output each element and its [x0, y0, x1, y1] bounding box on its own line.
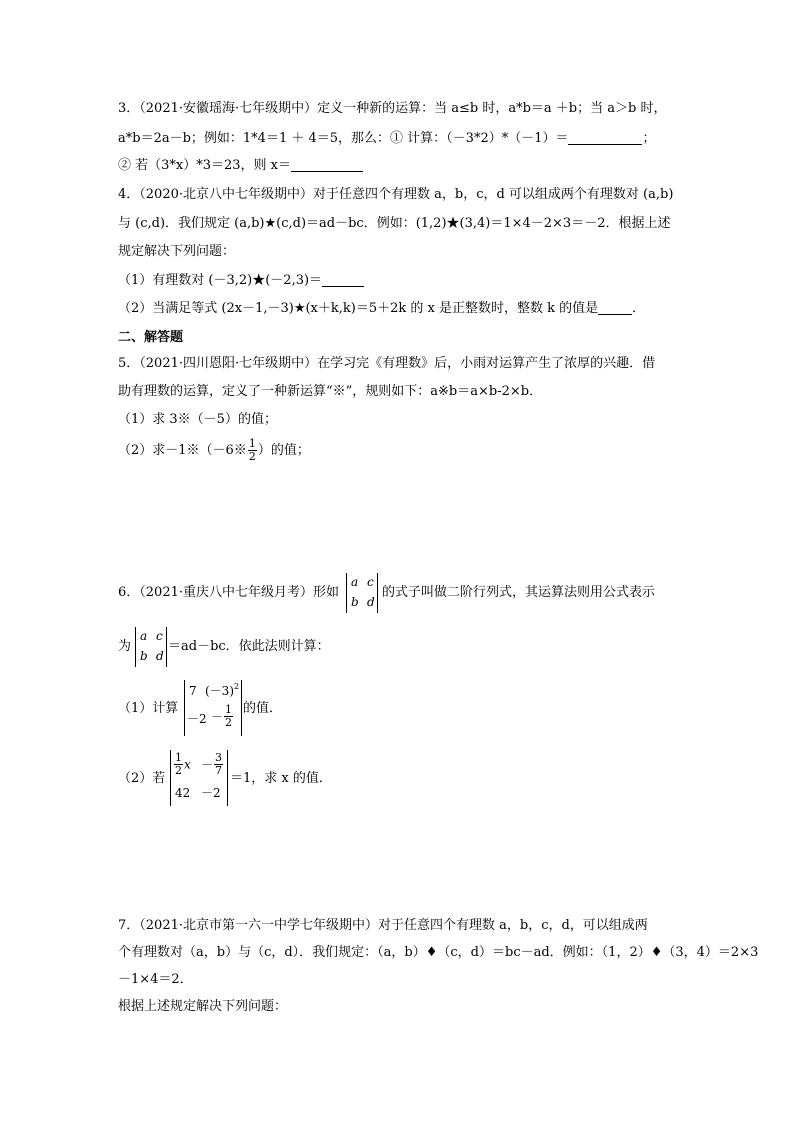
answer-blank	[322, 272, 364, 287]
det-cell-c: c	[367, 575, 374, 589]
q4-sub2-end: ．	[632, 301, 646, 316]
determinant-definition	[346, 573, 378, 613]
q6-line2a: 为	[118, 639, 132, 654]
det-cell-d: d	[156, 649, 164, 663]
m1-cell-d-sign: －	[211, 709, 224, 724]
q5-sub2	[118, 437, 310, 465]
m2-cell-d: －2	[201, 786, 221, 800]
m2-cell-b: 42	[175, 786, 191, 800]
m2-cell-c	[201, 752, 224, 777]
q5-line1: 5．（2021·四川恩阳·七年级期中）在学习完《有理数》后，小雨对运算产生了浓厚的兴趣．借	[118, 356, 656, 371]
det-cell-c: c	[156, 629, 163, 643]
det-cell-a: a	[351, 575, 359, 589]
determinant-formula	[135, 627, 167, 667]
m1-cell-c	[205, 684, 239, 698]
determinant-2	[170, 750, 228, 806]
fraction-denominator: 2	[225, 716, 233, 729]
q7-line2: 个有理数对（a，b）与（c，d）．我们规定：（a，b）♦（c，d）＝bc－ad．例如：（1，2）♦（3，4）＝2×3	[118, 945, 759, 960]
q6-line1b: 的式子叫做二阶行列式，其运算法则用公式表示	[382, 585, 656, 600]
q3-line1: 3．（2021·安徽瑶海·七年级期中）定义一种新的运算：当 a≤b 时，a*b＝a ＋b；当 a＞b 时，	[118, 101, 667, 116]
m2-cell-a	[173, 752, 191, 777]
det-cell-a: a	[140, 629, 148, 643]
m1-cell-d	[211, 704, 234, 729]
answer-blank	[568, 130, 642, 145]
q4-line3: 规定解决下列问题：	[118, 244, 236, 259]
q4-line2: 与 (c,d)．我们规定 (a,b)★(c,d)＝ad－bc．例如：(1,2)★(3,4)＝1×4－2×3＝－2．根据上述	[118, 216, 671, 231]
q6-sub2a: （2）若	[118, 771, 166, 786]
fraction	[214, 752, 223, 777]
q5-sub2-end: ）的值；	[257, 443, 310, 458]
determinant-1	[184, 680, 242, 736]
q7-line4: 根据上述规定解决下列问题：	[118, 999, 288, 1014]
q4-sub2	[118, 300, 645, 318]
answer-blank	[291, 157, 363, 172]
q5-sub2-text: （2）求－1※（－6※	[118, 443, 247, 458]
q5-sub1: （1）求 3※（－5）的值；	[118, 412, 277, 427]
q6-sub2b: ＝1，求 x 的值．	[230, 771, 332, 786]
fraction-denominator: 7	[215, 764, 223, 777]
q3-line2-end: ；	[642, 131, 656, 146]
q6-sub1b: 的值．	[243, 701, 283, 716]
q7-line3: －1×4＝2．	[118, 972, 193, 987]
m1-cell-a: 7	[189, 684, 197, 698]
det-cell-b: b	[351, 595, 359, 609]
m1-cell-c-base: (－3)	[205, 684, 234, 698]
section-heading: 二、解答题	[118, 330, 184, 345]
q3-line3-text: ② 若（3*x）*3＝23，则 x＝	[118, 158, 292, 173]
q5-line2: 助有理数的运算，定义了一种新运算“※”，规则如下：a※b＝a×b-2×b．	[118, 384, 543, 399]
fraction	[174, 752, 183, 777]
fraction-numerator: 1	[225, 703, 233, 716]
m1-cell-c-exponent: 2	[234, 682, 240, 691]
fraction	[248, 438, 257, 463]
m2-cell-c-sign: －	[201, 757, 214, 772]
fraction-denominator: 2	[175, 764, 182, 777]
q4-sub2-text: （2）当满足等式 (2x－1,－3)★(x＋k,k)＝5＋2k 的 x 是正整数时，整数 k 的值是	[118, 301, 599, 316]
fraction	[224, 704, 233, 729]
q6-sub1a: （1）计算	[118, 701, 179, 716]
q3-line2-text: a*b＝2a－b；例如：1*4＝1 ＋ 4＝5，那么：① 计算：（－3*2）*（－1）＝	[118, 131, 569, 146]
q4-line1: 4．（2020·北京八中七年级期中）对于任意四个有理数 a，b，c，d 可以组成两个有理数对 (a,b)	[118, 187, 674, 202]
fraction-numerator: 1	[248, 437, 256, 450]
m1-cell-b: －2	[187, 712, 207, 726]
q4-sub1	[118, 272, 364, 290]
fraction-numerator: 3	[215, 751, 223, 764]
det-cell-b: b	[140, 649, 148, 663]
q6-line1a: 6．（2021·重庆八中七年级月考）形如	[118, 585, 339, 600]
q4-sub1-text: （1）有理数对 (－3,2)★(－2,3)＝	[118, 273, 323, 288]
fraction-denominator: 2	[248, 450, 256, 463]
q3-line3	[118, 157, 363, 175]
q6-line2b: ＝ad－bc．依此法则计算：	[168, 639, 330, 654]
m2-cell-a-variable: x	[184, 757, 191, 772]
q7-line1: 7．（2021·北京市第一六一中学七年级期中）对于任意四个有理数 a，b，c，d，可以组成两	[118, 918, 648, 933]
fraction-numerator: 1	[175, 751, 182, 764]
answer-blank	[598, 300, 632, 315]
q3-line2	[118, 130, 656, 148]
det-cell-d: d	[367, 595, 375, 609]
